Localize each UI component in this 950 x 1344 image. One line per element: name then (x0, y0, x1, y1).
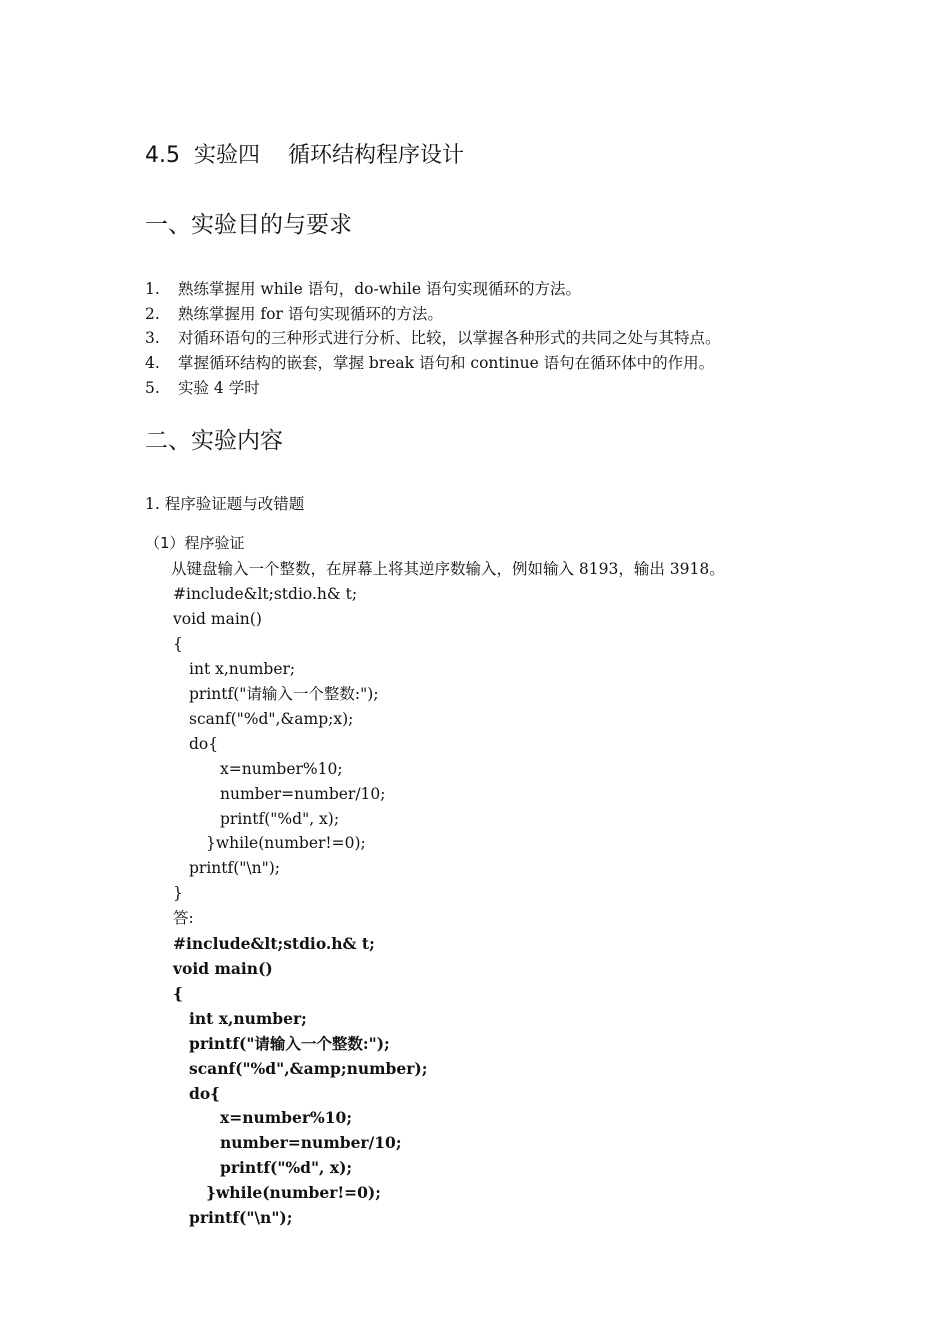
part-label: （1）程序验证 (145, 534, 245, 552)
answer-code-line: { (173, 984, 183, 1003)
code-line: } (173, 884, 183, 902)
section1-heading: 一、实验目的与要求 (145, 212, 352, 238)
list-item: 熟练掌握用 while 语句，do-while 语句实现循环的方法。 (178, 280, 581, 298)
list-item: 对循环语句的三种形式进行分析、比较，以掌握各种形式的共同之处与其特点。 (178, 329, 721, 347)
code-line: printf("\n"); (189, 859, 281, 877)
code-line: number=number/10; (220, 785, 386, 803)
code-line: int x,number; (189, 660, 296, 678)
section2-heading: 二、实验内容 (145, 428, 283, 454)
list-item: 实验 4 学时 (178, 379, 260, 397)
list-item-number: 5. (145, 379, 160, 397)
answer-label: 答: (173, 909, 194, 927)
answer-code-line: int x,number; (189, 1009, 307, 1028)
page-title: 4.5 实验四 循环结构程序设计 (145, 143, 464, 168)
code-line: #include&lt;stdio.h& t; (173, 585, 358, 603)
answer-code-line: #include&lt;stdio.h& t; (173, 934, 375, 953)
list-item-number: 2. (145, 305, 160, 323)
answer-code-line: printf("%d", x); (220, 1158, 353, 1177)
answer-code-line: do{ (189, 1084, 221, 1103)
list-item: 熟练掌握用 for 语句实现循环的方法。 (178, 305, 443, 323)
answer-code-line: scanf("%d",&amp;number); (189, 1059, 428, 1078)
code-line: do{ (189, 735, 219, 753)
answer-code-line: x=number%10; (220, 1108, 353, 1127)
list-item-number: 4. (145, 354, 160, 372)
answer-code-line: number=number/10; (220, 1133, 402, 1152)
code-line: printf("%d", x); (220, 810, 340, 828)
answer-code-line: }while(number!=0); (206, 1183, 381, 1202)
task-description: 从键盘输入一个整数，在屏幕上将其逆序数输入，例如输入 8193，输出 3918。 (171, 560, 725, 578)
list-item: 掌握循环结构的嵌套，掌握 break 语句和 continue 语句在循环体中的作用。 (178, 354, 715, 372)
code-line: scanf("%d",&amp;x); (189, 710, 354, 728)
answer-code-line: printf("请输入一个整数:"); (189, 1034, 390, 1053)
answer-code-line: void main() (173, 959, 273, 978)
code-line: }while(number!=0); (206, 834, 366, 852)
code-line: { (173, 635, 183, 653)
subsection-heading: 1. 程序验证题与改错题 (145, 495, 305, 513)
code-line: printf("请输入一个整数:"); (189, 685, 379, 703)
code-line: x=number%10; (220, 760, 343, 778)
list-item-number: 1. (145, 280, 160, 298)
answer-code-line: printf("\n"); (189, 1208, 293, 1227)
list-item-number: 3. (145, 329, 160, 347)
code-line: void main() (173, 610, 262, 628)
